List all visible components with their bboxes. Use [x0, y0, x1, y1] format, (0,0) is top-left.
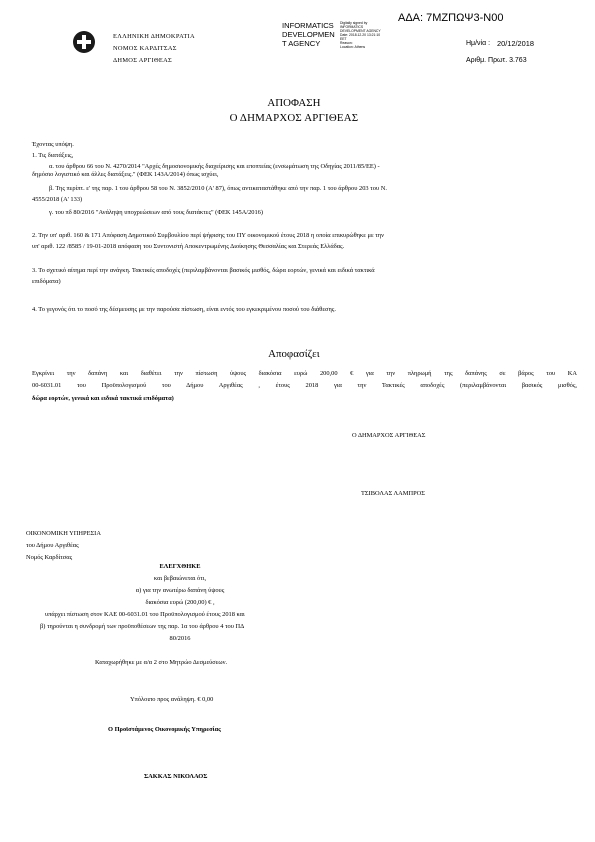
- greek-emblem-icon: [73, 31, 95, 53]
- stamp-detail: EET: [340, 37, 347, 41]
- certified-label: και βεβαιώνεται ότι,: [153, 575, 207, 582]
- remaining-amount: Υπόλοιπο προς ανάληψη. € 0,00: [130, 696, 214, 703]
- finance-head-title: Ο Προϊστάμενος Οικονομικής Υπηρεσίας: [108, 726, 221, 733]
- amount-words: διακόσια ευρώ (200,00) € ,: [145, 599, 215, 606]
- decision-line-3: δώρα εορτών, γενικά και ειδικά τακτικά επιδόματα): [32, 395, 174, 402]
- finance-head-name: ΣΑΚΚΑΣ ΝΙΚΟΛΑΟΣ: [144, 773, 208, 780]
- item-2: 2. Την υπ' αριθ. 160 & 171 Απόφαση Δημοτικού Συμβουλίου περί ψήφισης του ΠΥ οικονομικού έτους 2018 η οποία επικυρώθηκε με την: [32, 232, 385, 239]
- country-name: ΕΛΛΗΝΙΚΗ ΔΗΜΟΚΡΑΤΙΑ: [113, 33, 195, 40]
- mayor-title: Ο ΔΗΜΑΡΧΟΣ ΑΡΓΙΘΕΑΣ: [352, 432, 426, 439]
- conditions-line-2: 80/2016: [169, 635, 191, 642]
- having-considered: Έχοντας υπόψη.: [32, 141, 74, 148]
- decision-line-2: 00-6031.01 του Προϋπολογισμού του Δήμου Αργιθέας , έτους 2018 για την Τακτικές αποδοχές (περιλαμβάνονται βασικός μισθός,: [32, 382, 577, 389]
- stamp-detail: Date: 2018.12.20 13:21:10: [340, 33, 381, 37]
- item-4: 4. Το γεγονός ότι το ποσό της δέσμευσης με την παρούσα πίστωση, είναι εντός του εγκεκριμένου ποσού του διάθεσης.: [32, 306, 336, 313]
- item-2-cont: υπ' αριθ. 122 /8585 / 19-01-2018 απόφαση του Συντονιστή Αποκεντρωμένης Διοίκησης Θεσσαλίας και Στερεάς Ελλάδας.: [32, 243, 345, 250]
- stamp-line: T AGENCY: [282, 39, 321, 48]
- stamp-detail: Reason:: [340, 41, 353, 45]
- signature-stamp-details: [340, 21, 381, 49]
- mayor-name: ΤΣΙΒΟΛΑΣ ΛΑΜΠΡΟΣ: [361, 490, 425, 497]
- stamp-detail: INFORMATICS: [340, 25, 364, 29]
- finance-service: ΟΙΚΟΝΟΜΙΚΗ ΥΠΗΡΕΣΙΑ: [26, 530, 101, 537]
- document-subtitle: Ο ΔΗΜΑΡΧΟΣ ΑΡΓΙΘΕΑΣ: [229, 112, 359, 124]
- decision-heading: Αποφασίζει: [268, 348, 320, 360]
- document-title: ΑΠΟΦΑΣΗ: [267, 97, 321, 109]
- stamp-line: DEVELOPMEN: [282, 30, 335, 39]
- stamp-detail: Location: Athens: [340, 45, 366, 49]
- item-1a-cont: δημόσιο λογιστικό και άλλες διατάξεις." (ΦΕΚ 143Α/2014) όπως ισχύει,: [32, 171, 219, 178]
- item-1: 1. Τις διατάξεις,: [32, 152, 74, 159]
- conditions-line-1: β) τηρούνται η συνδρομή των προϋποθέσεων της παρ. 1α του άρθρου 4 του ΠΔ: [40, 623, 245, 630]
- registered-line: Καταχωρήθηκε με α/α 2 στο Μητρώο Δεσμεύσεων.: [95, 659, 228, 666]
- item-1c: γ. του πδ 80/2016 "Ανάληψη υποχρεώσεων από τους διατάκτες" (ΦΕΚ 145Α/2016): [49, 209, 263, 216]
- decision-line-1: Εγκρίνει την δαπάνη και διαθέτει την πίστωση ύψους διακόσια ευρώ 200,00 € για την πληρωμή της δαπάνης σε βάρος του ΚΑ: [32, 370, 577, 377]
- finance-municipality: του Δήμου Αργιθέας: [26, 542, 79, 549]
- expense-line: α) για την ανωτέρω δαπάνη ύψους: [135, 587, 225, 594]
- checked-label: ΕΛΕΓΧΘΗΚΕ: [159, 563, 201, 570]
- credit-line: υπάρχει πίστωση στον ΚΑΕ 00-6031.01 του Προϋπολογισμού έτους 2018 και: [45, 611, 245, 618]
- date-label: Ημ/νία :: [466, 40, 491, 47]
- municipality-name: ΔΗΜΟΣ ΑΡΓΙΘΕΑΣ: [113, 57, 173, 64]
- item-1b-cont: 4555/2018 (Α' 133): [32, 196, 83, 203]
- ada-code: ΑΔΑ: 7ΜΖΠΩΨ3-Ν00: [398, 12, 504, 24]
- protocol-number: Αριθμ. Πρωτ. 3.763: [466, 57, 527, 64]
- stamp-detail: DEVELOPMENT AGENCY: [340, 29, 381, 33]
- date-value: 20/12/2018: [497, 39, 534, 48]
- stamp-detail: Digitally signed by: [340, 21, 368, 25]
- stamp-line: INFORMATICS: [282, 21, 334, 30]
- item-1b: β. Της περίπτ. ε' της παρ. 1 του άρθρου 58 του Ν. 3852/2010 (Α' 87), όπως αντικαταστάθηκε από την παρ. 1 του άρθρου 203 του Ν.: [49, 185, 387, 192]
- signature-stamp: [282, 21, 335, 48]
- item-3: 3. Το σχετικό αίτημα περί την ανάγκη. Τακτικές αποδοχές (περιλαμβάνονται βασικός μισθός, δώρα εορτών, γενικά και ειδικά τακτικά: [32, 267, 375, 274]
- prefecture-name: ΝΟΜΟΣ ΚΑΡΔΙΤΣΑΣ: [113, 45, 177, 52]
- item-1a: α. του άρθρου 66 του Ν. 4270/2014 "Αρχές δημοσιονομικής διαχείρισης και εποπτείας (ενσωμάτωση της Οδηγίας 2011/85/ΕΕ) -: [49, 163, 380, 170]
- item-3-cont: επιδόματα): [32, 278, 61, 285]
- finance-prefecture: Νομός Καρδίτσας: [26, 554, 73, 561]
